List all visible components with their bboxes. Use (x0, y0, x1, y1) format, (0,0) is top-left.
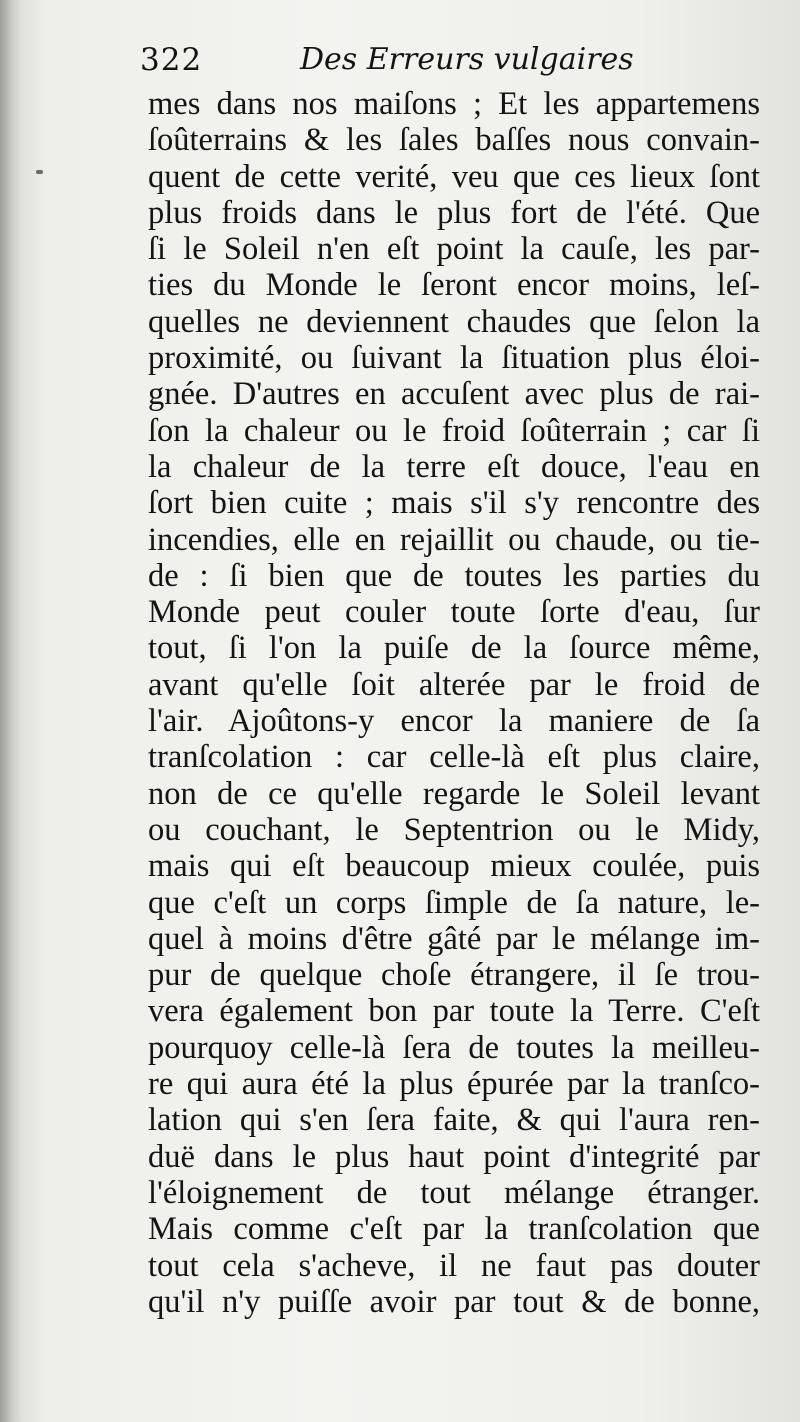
text-line: mais qui eſt beaucoup mieux coulée, puis (148, 848, 760, 885)
running-head (140, 40, 780, 86)
text-line: Mais comme c'eſt par la tranſcolation que (148, 1211, 760, 1248)
text-line: incendies, elle en rejaillit ou chaude, ou tie- (148, 521, 760, 558)
text-line: proximité, ou ſuivant la ſituation plus éloi- (148, 340, 760, 377)
text-line: mes dans nos maiſons ; Et les appartemens (148, 86, 760, 122)
text-line: lation qui s'en ſera faite, & qui l'aura ren- (148, 1102, 760, 1139)
text-line: tout, ſi l'on la puiſe de la ſource même, (148, 630, 760, 667)
page-gutter-shadow (0, 0, 22, 1422)
text-line: non de ce qu'elle regarde le Soleil levant (148, 775, 760, 812)
text-line: gnée. D'autres en accuſent avec plus de rai- (148, 376, 760, 413)
page-number: 322 (140, 42, 203, 78)
text-line: quel à moins d'être gâté par le mélange im- (148, 920, 760, 957)
text-line: pur de quelque choſe étrangere, il ſe trou- (148, 957, 760, 994)
text-line: tout cela s'acheve, il ne faut pas douter (148, 1247, 760, 1284)
text-line: l'air. Ajoûtons-y encor la maniere de ſa (148, 703, 760, 740)
text-line: avant qu'elle ſoit alterée par le froid de (148, 666, 760, 703)
text-line: re qui aura été la plus épurée par la tranſco- (148, 1066, 760, 1103)
text-line: pourquoy celle-là ſera de toutes la meilleu- (148, 1029, 760, 1066)
running-title: Des Erreurs vulgaires (300, 42, 634, 77)
text-line: Monde peut couler toute ſorte d'eau, ſur (148, 594, 760, 631)
text-line: quent de cette verité, veu que ces lieux ſont (148, 158, 760, 195)
text-line: duë dans le plus haut point d'integrité par (148, 1138, 760, 1175)
text-line: la chaleur de la terre eſt douce, l'eau en (148, 448, 760, 485)
ink-speck (36, 170, 43, 174)
text-line: vera également bon par toute la Terre. C'eſt (148, 993, 760, 1030)
body-text (148, 86, 760, 1320)
text-line: plus froids dans le plus fort de l'été. Que (148, 194, 760, 231)
text-line: que c'eſt un corps ſimple de ſa nature, le- (148, 884, 760, 921)
text-line: qu'il n'y puiſſe avoir par tout & de bonne, (148, 1283, 760, 1320)
text-line: ſort bien cuite ; mais s'il s'y rencontre des (148, 485, 760, 522)
text-line: quelles ne deviennent chaudes que ſelon la (148, 303, 760, 340)
text-line: ſi le Soleil n'en eſt point la cauſe, les par- (148, 231, 760, 268)
text-line: ties du Monde le ſeront encor moins, leſ- (148, 267, 760, 304)
text-line: de : ſi bien que de toutes les parties du (148, 557, 760, 594)
text-line: ou couchant, le Septentrion ou le Midy, (148, 811, 760, 848)
text-line: ſoûterrains & les ſales baſſes nous convain- (148, 122, 760, 159)
text-line: l'éloignement de tout mélange étranger. (148, 1174, 760, 1211)
text-line: ſon la chaleur ou le froid ſoûterrain ; car ſi (148, 412, 760, 449)
text-line: tranſcolation : car celle-là eſt plus claire, (148, 739, 760, 776)
